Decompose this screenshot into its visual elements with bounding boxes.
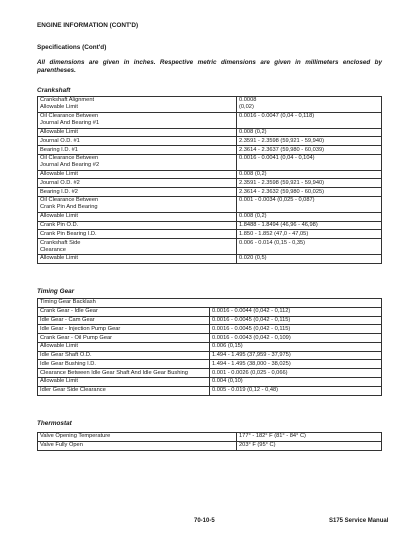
table-row xyxy=(38,188,382,197)
page-header: ENGINE INFORMATION (CONT'D) xyxy=(37,22,139,29)
table-row xyxy=(38,325,382,334)
spec-value: 0.0008 (0,02) xyxy=(237,97,382,113)
spec-value: 0.020 (0,5) xyxy=(237,254,382,263)
timing-gear-spec-table xyxy=(37,298,382,396)
spec-label: Allowable Limit xyxy=(38,212,237,221)
spec-label: Crank Gear - Idle Gear xyxy=(38,307,210,316)
spec-value: 0.006 (0,15) xyxy=(210,342,382,351)
table-row xyxy=(38,307,382,316)
spec-label: Crank Pin O.D. xyxy=(38,221,237,230)
table-row xyxy=(38,97,382,113)
table-row xyxy=(38,351,382,360)
spec-label: Journal O.D. #1 xyxy=(38,137,237,146)
table-row xyxy=(38,239,382,255)
spec-label: Allowable Limit xyxy=(38,128,237,137)
dimensions-note: All dimensions are given in inches. Respective metric dimensions are given in millimeters enclosed by parentheses. xyxy=(37,59,382,74)
spec-label: Clearance Between Idle Gear Shaft And Idle Gear Bushing xyxy=(38,369,210,378)
table-row xyxy=(38,254,382,263)
spec-value: 0.004 (0,10) xyxy=(210,378,382,387)
table-row xyxy=(38,154,382,170)
spec-value: 203° F (95° C) xyxy=(237,441,382,450)
table-row xyxy=(38,369,382,378)
spec-value: 0.001 - 0.0034 (0,025 - 0,087) xyxy=(237,197,382,213)
table-row xyxy=(38,316,382,325)
spec-value: 1.494 - 1.495 (38,000 - 38,025) xyxy=(210,360,382,369)
spec-value: 2.3614 - 2.3632 (59,980 - 60,025) xyxy=(237,188,382,197)
section-title-crankshaft: Crankshaft xyxy=(37,87,71,94)
spec-label: Idle Gear - Injection Pump Gear xyxy=(38,325,210,334)
table-row xyxy=(38,212,382,221)
spec-value: 0.0016 - 0.0041 (0,04 - 0,104) xyxy=(237,154,382,170)
spec-label: Crank Pin Bearing I.D. xyxy=(38,230,237,239)
table-row xyxy=(38,433,382,442)
table-row xyxy=(38,230,382,239)
spec-value: 0.0016 - 0.0045 (0,042 - 0,115) xyxy=(210,316,382,325)
table-row xyxy=(38,221,382,230)
table-row xyxy=(38,128,382,137)
spec-value: 0.006 - 0.014 (0,15 - 0,35) xyxy=(237,239,382,255)
spec-label: Bearing I.D. #2 xyxy=(38,188,237,197)
table-row xyxy=(38,386,382,395)
spec-value: 1.494 - 1.495 (37,959 - 37,975) xyxy=(210,351,382,360)
spec-label: Allowable Limit xyxy=(38,342,210,351)
table-row xyxy=(38,179,382,188)
table-row xyxy=(38,378,382,387)
spec-value: 0.0016 - 0.0045 (0,042 - 0,115) xyxy=(210,325,382,334)
spec-label: Idle Gear Shaft O.D. xyxy=(38,351,210,360)
spec-value: 1.850 - 1.852 (47,0 - 47,05) xyxy=(237,230,382,239)
spec-value: 2.3614 - 2.3637 (59,980 - 60,039) xyxy=(237,146,382,155)
spec-value: 1.8488 - 1.8494 (46,96 - 46,98) xyxy=(237,221,382,230)
table-row xyxy=(38,342,382,351)
spec-label: Idle Gear - Cam Gear xyxy=(38,316,210,325)
table-row xyxy=(38,360,382,369)
spec-value: 0.0016 - 0.0043 (0,042 - 0,109) xyxy=(210,334,382,343)
spec-label: Crankshaft Side Clearance xyxy=(38,239,237,255)
spec-value: 0.0016 - 0.0047 (0,04 - 0,118) xyxy=(237,112,382,128)
spec-label: Allowable Limit xyxy=(38,254,237,263)
spec-label: Idle Gear Bushing I.D. xyxy=(38,360,210,369)
spec-label: Crankshaft Alignment Allowable Limit xyxy=(38,97,237,113)
spec-label: Oil Clearance Between Journal And Bearing #1 xyxy=(38,112,237,128)
spec-label: Journal O.D. #2 xyxy=(38,179,237,188)
footer-manual-title: S175 Service Manual xyxy=(329,518,389,524)
table-row xyxy=(38,197,382,213)
spec-value: 177° - 182° F (81° - 84° C) xyxy=(237,433,382,442)
table-row xyxy=(38,441,382,450)
spec-label: Bearing I.D. #1 xyxy=(38,146,237,155)
spec-label: Timing Gear Backlash xyxy=(38,299,382,308)
spec-label: Crank Gear - Oil Pump Gear xyxy=(38,334,210,343)
table-row xyxy=(38,170,382,179)
table-row xyxy=(38,334,382,343)
spec-value: 0.001 - 0.0026 (0,025 - 0,066) xyxy=(210,369,382,378)
table-row xyxy=(38,146,382,155)
spec-label: Allowable Limit xyxy=(38,170,237,179)
table-row xyxy=(38,299,382,308)
spec-value: 0.008 (0,2) xyxy=(237,170,382,179)
spec-value: 2.3591 - 2.3598 (59,921 - 59,940) xyxy=(237,179,382,188)
spec-value: 0.008 (0,2) xyxy=(237,212,382,221)
section-title-timing-gear: Timing Gear xyxy=(37,288,75,295)
spec-value: 0.005 - 0.019 (0,12 - 0,48) xyxy=(210,386,382,395)
footer-page-number: 70-10-5 xyxy=(194,518,215,524)
spec-value: 0.008 (0,2) xyxy=(237,128,382,137)
spec-label: Oil Clearance Between Crank Pin And Bearing xyxy=(38,197,237,213)
spec-label: Allowable Limit xyxy=(38,378,210,387)
spec-label: Valve Opening Temperature xyxy=(38,433,237,442)
spec-label: Oil Clearance Between Journal And Bearing #2 xyxy=(38,154,237,170)
spec-value: 2.3591 - 2.3598 (59,921 - 59,940) xyxy=(237,137,382,146)
section-title-thermostat: Thermostat xyxy=(37,420,72,427)
thermostat-spec-table xyxy=(37,432,382,451)
spec-value: 0.0016 - 0.0044 (0,042 - 0,112) xyxy=(210,307,382,316)
specifications-subtitle: Specifications (Cont'd) xyxy=(37,44,107,51)
table-row xyxy=(38,112,382,128)
spec-label: Valve Fully Open xyxy=(38,441,237,450)
table-row xyxy=(38,137,382,146)
crankshaft-spec-table xyxy=(37,96,382,264)
spec-label: Idler Gear Side Clearance xyxy=(38,386,210,395)
